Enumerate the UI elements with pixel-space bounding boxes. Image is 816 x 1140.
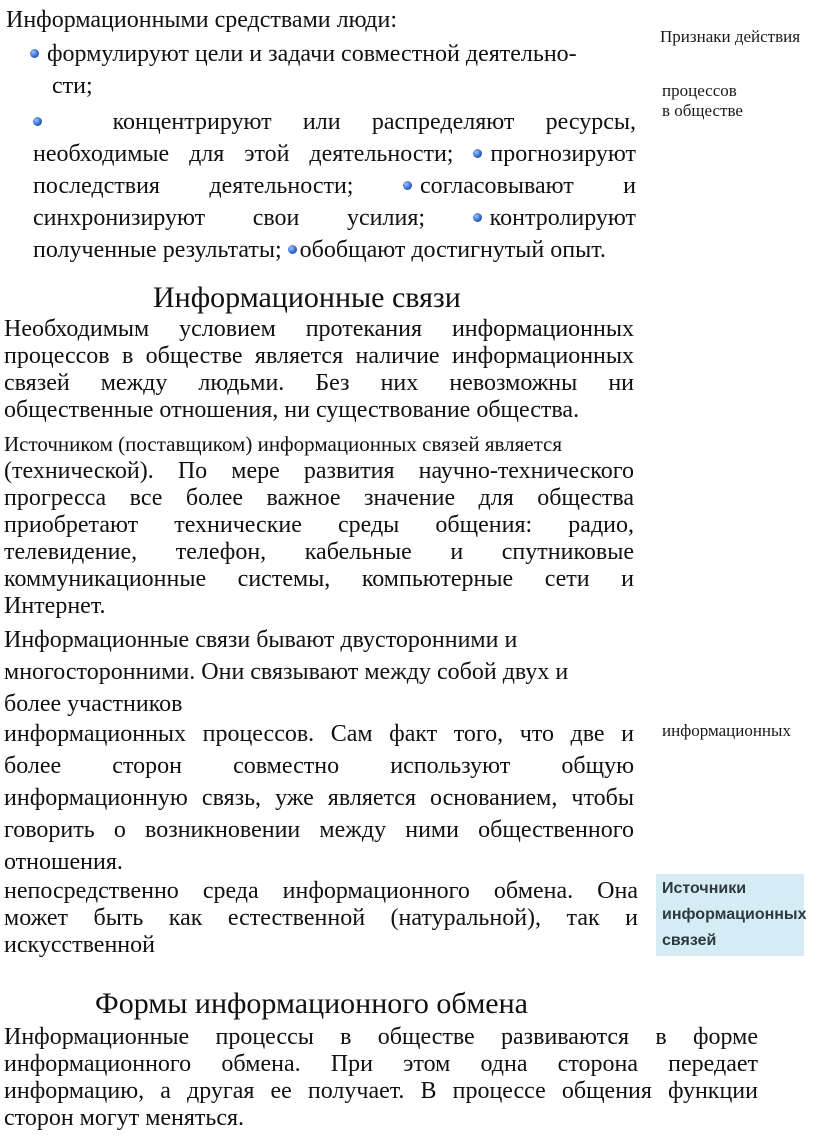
bullet-text: синхронизируют свои усилия; xyxy=(33,205,426,231)
text-line: коммуникационные системы, компьютерные сети и xyxy=(4,566,634,592)
intro-lead: Информационными средствами люди: xyxy=(6,7,398,33)
paragraph-1 xyxy=(4,316,634,424)
section-title-forms: Формы информационного обмена xyxy=(95,987,528,1020)
side-box-line: Источники xyxy=(662,880,747,897)
bullet-item-1-cont: сти; xyxy=(52,73,93,99)
paragraph-3 xyxy=(4,458,634,620)
bullet-text: согласовывают и xyxy=(419,173,637,199)
bullet-icon xyxy=(30,49,39,58)
paragraph-6 xyxy=(4,878,638,959)
text-line: более участников xyxy=(4,691,183,717)
bullet-text: обобщают достигнутый опыт. xyxy=(299,237,606,263)
paragraph-2: Источником (поставщиком) информационных связей является xyxy=(4,432,563,456)
bullet-icon xyxy=(288,245,297,254)
bullet-text: контролируют xyxy=(489,205,637,231)
bullet-text: полученные результаты; xyxy=(33,237,282,263)
bullet-text: необходимые для этой деятельности; xyxy=(33,141,454,167)
paragraph-4 xyxy=(4,624,634,720)
bullet-text: формулируют цели и задачи совместной деятельно- xyxy=(47,41,577,67)
bullet-line-4 xyxy=(33,234,636,266)
text-line: отношения. xyxy=(4,849,123,875)
text-line: информационную связь, уже является основанием, чтобы xyxy=(4,785,634,811)
text-line: телевидение, телефон, кабельные и спутниковые xyxy=(4,539,634,565)
side-box-sources xyxy=(656,874,807,956)
bullet-icon xyxy=(473,149,482,158)
text-line: Интернет. xyxy=(4,593,106,619)
text-line: приобретают технические среды общения: радио, xyxy=(4,512,634,538)
side-note-informational: информационных xyxy=(662,721,791,740)
bullet-text: концентрируют или распределяют ресурсы, xyxy=(112,109,637,135)
text-line: сторон могут меняться. xyxy=(4,1105,245,1131)
side-note-signs: Признаки действия xyxy=(660,27,801,46)
bullet-line-3b xyxy=(33,202,636,234)
text-line: общественные отношения, ни существование общества. xyxy=(4,397,580,423)
text-line: информационных процессов. Сам факт того, что две и xyxy=(4,721,634,747)
bullet-icon xyxy=(33,117,42,126)
text-line: может быть как естественной (натуральной), так и xyxy=(4,905,638,931)
bullet-item-2 xyxy=(33,106,636,138)
bullet-icon xyxy=(403,181,412,190)
text-line: Информационные процессы в обществе развиваются в форме xyxy=(4,1024,758,1050)
text-line: (технической). По мере развития научно-технического xyxy=(4,458,634,484)
bullet-text: последствия деятельности; xyxy=(33,173,354,199)
text-line: Необходимым условием протекания информационных xyxy=(4,316,634,342)
text-line: Информационные связи бывают двусторонними и xyxy=(4,627,518,653)
paragraph-5 xyxy=(4,718,634,878)
text-line: информацию, а другая ее получает. В процессе общения функции xyxy=(4,1078,758,1104)
paragraph-exchange xyxy=(4,1024,758,1132)
side-box-line: информационных xyxy=(662,906,807,923)
text-line: искусственной xyxy=(4,932,155,958)
text-line: процессов в обществе является наличие информационных xyxy=(4,343,634,369)
section-title-links: Информационные связи xyxy=(153,281,461,314)
side-note-society: в обществе xyxy=(662,101,743,120)
bullet-line-3a xyxy=(33,170,636,202)
text-line: многосторонними. Они связывают между собой двух и xyxy=(4,659,569,685)
text-line: прогресса все более важное значение для общества xyxy=(4,485,634,511)
bullet-text: прогнозируют xyxy=(490,141,636,167)
bullet-icon xyxy=(473,213,482,222)
side-box-line: связей xyxy=(662,932,717,949)
text-line: информационного обмена. При этом одна сторона передает xyxy=(4,1051,758,1077)
text-line: связей между людьми. Без них невозможны ни xyxy=(4,370,634,396)
text-line: более сторон совместно используют общую xyxy=(4,753,634,779)
text-line: говорить о возникновении между ними общественного xyxy=(4,817,634,843)
bullet-item-1 xyxy=(30,38,636,70)
text-line: непосредственно среда информационного обмена. Она xyxy=(4,878,638,904)
side-note-processes: процессов xyxy=(662,81,737,100)
bullet-line-2b xyxy=(33,138,636,170)
